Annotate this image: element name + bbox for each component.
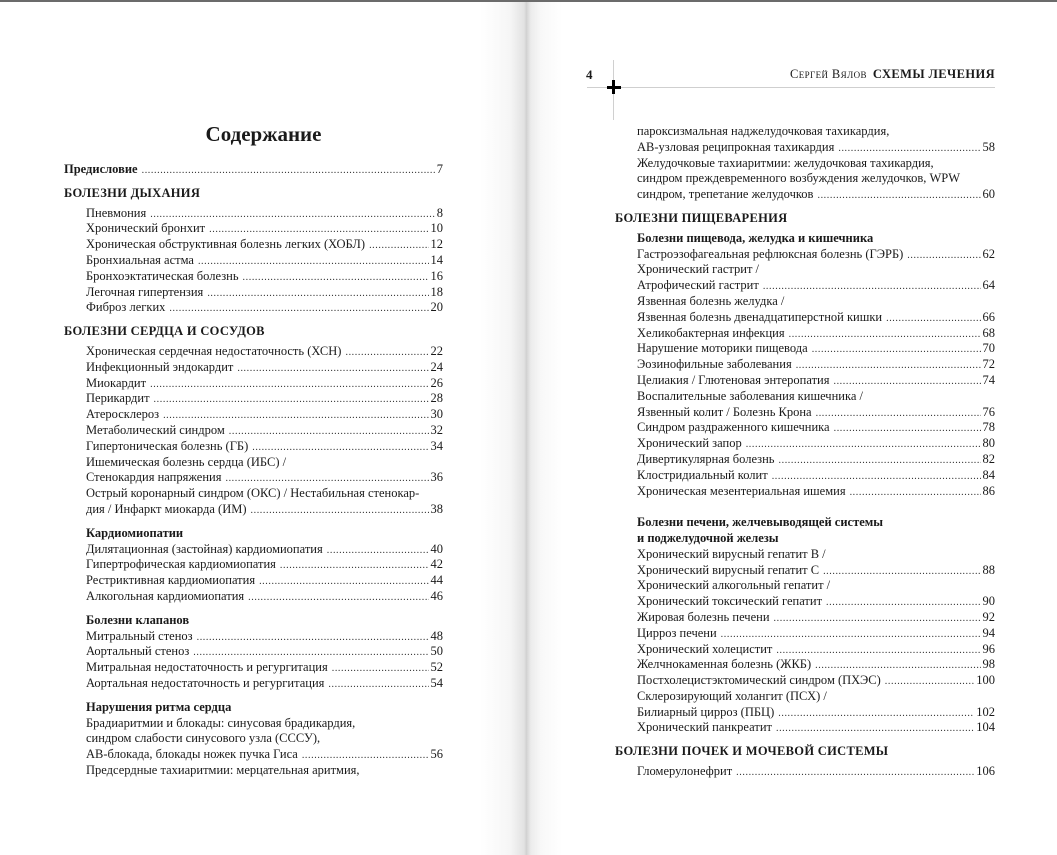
dot-leader xyxy=(746,437,981,453)
toc-entry[interactable] xyxy=(615,187,995,203)
dot-leader xyxy=(328,677,428,693)
toc-entry-title: Склерозирующий холангит (ПСХ) / xyxy=(637,688,827,703)
toc-entry[interactable] xyxy=(615,764,995,780)
toc-entry[interactable] xyxy=(64,747,443,763)
toc-entry[interactable] xyxy=(615,405,995,421)
toc-page-number: 7 xyxy=(436,162,443,176)
toc-page-number: 22 xyxy=(430,343,443,358)
toc-entry-title: Алкогольная кардиомиопатия xyxy=(86,588,245,603)
toc-entry[interactable] xyxy=(615,705,995,721)
toc-entry-title: синдром преждевременного возбуждения желудочков, WPW xyxy=(637,171,961,186)
toc-entry[interactable] xyxy=(615,468,995,484)
toc-page-number: 94 xyxy=(982,625,995,640)
toc-entry[interactable] xyxy=(64,629,443,645)
toc-page-number: 50 xyxy=(430,644,443,659)
toc-page-number: 106 xyxy=(976,764,995,779)
toc-entry-title: Желудочковые тахиаритмии: желудочковая тахикардия, xyxy=(637,155,934,170)
toc-entry-continuation xyxy=(615,547,995,563)
toc-entry-title: БОЛЕЗНИ ПОЧЕК И МОЧЕВОЙ СИСТЕМЫ xyxy=(615,744,889,759)
toc-entry-title: Ишемическая болезнь сердца (ИБС) / xyxy=(86,454,287,469)
toc-page-number: 88 xyxy=(982,562,995,577)
toc-entry-continuation xyxy=(615,578,995,594)
toc-page-number: 24 xyxy=(430,359,443,374)
toc-page-number: 14 xyxy=(430,252,443,267)
dot-leader xyxy=(789,327,981,343)
dot-leader xyxy=(251,503,429,519)
toc-page-number: 12 xyxy=(430,237,443,252)
toc-entry-title: Гипертрофическая кардиомиопатия xyxy=(86,557,276,572)
toc-page-number: 76 xyxy=(982,404,995,419)
toc-entry[interactable] xyxy=(64,269,443,285)
toc-subsection-heading xyxy=(615,531,995,547)
dot-leader xyxy=(225,471,428,487)
toc-entry-title: Хронический алкогольный гепатит / xyxy=(637,578,831,593)
toc-entry[interactable] xyxy=(64,676,443,692)
toc-entry-title: синдром, трепетание желудочков xyxy=(637,187,814,202)
toc-page-number: 44 xyxy=(430,573,443,588)
toc-entry[interactable] xyxy=(64,557,443,573)
toc-entry[interactable] xyxy=(64,221,443,237)
dot-leader xyxy=(907,248,980,264)
toc-entry[interactable] xyxy=(64,285,443,301)
toc-entry-title: Инфекционный эндокардит xyxy=(86,359,234,374)
toc-entry-title: и поджелудочной железы xyxy=(637,530,779,545)
toc-subsection-heading xyxy=(64,526,443,542)
toc-entry-title: Атрофический гастрит xyxy=(637,278,759,293)
toc-entry-title: Язвенная болезнь желудка / xyxy=(637,293,785,308)
toc-page-number: 68 xyxy=(982,325,995,340)
dot-leader xyxy=(816,406,981,422)
toc-page-number: 92 xyxy=(982,609,995,624)
dot-leader xyxy=(826,595,980,611)
header-author: Сергей Вялов xyxy=(789,67,867,81)
toc-entry-title: Воспалительные заболевания кишечника / xyxy=(637,388,864,403)
toc-entry-continuation xyxy=(615,389,995,405)
toc-entry-title: Цирроз печени xyxy=(637,625,717,640)
dot-leader xyxy=(815,658,980,674)
toc-entry[interactable] xyxy=(64,502,443,518)
toc-entry-title: Метаболический синдром xyxy=(86,422,225,437)
toc-entry-title: Хроническая сердечная недостаточность (ХСН) xyxy=(86,343,342,358)
dot-leader xyxy=(154,392,429,408)
dot-leader xyxy=(209,222,428,238)
toc-entry-title: Хеликобактерная инфекция xyxy=(637,325,785,340)
toc-entry-title: Хронический холецистит xyxy=(637,641,773,656)
dot-leader xyxy=(198,254,429,270)
toc-entry-title: Фиброз легких xyxy=(86,300,166,315)
contents-title: Содержание xyxy=(205,122,322,146)
dot-leader xyxy=(252,440,428,456)
toc-entry-title: Перикардит xyxy=(86,391,150,406)
toc-page-number: 96 xyxy=(982,641,995,656)
toc-page-number: 8 xyxy=(436,205,443,220)
dot-leader xyxy=(327,543,429,559)
toc-entry-title: Нарушения ритма сердца xyxy=(86,699,232,714)
toc-entry-title: Митральный стеноз xyxy=(86,628,193,643)
toc-entry-title: Стенокардия напряжения xyxy=(86,470,222,485)
toc-entry[interactable] xyxy=(615,357,995,373)
toc-entry-title: Жировая болезнь печени xyxy=(637,609,770,624)
toc-entry-continuation xyxy=(64,455,443,471)
toc-entry-title: пароксизмальная наджелудочковая тахикардия, xyxy=(637,124,890,138)
toc-entry[interactable] xyxy=(615,373,995,389)
toc-page-number: 104 xyxy=(976,720,995,735)
toc-section-heading xyxy=(615,744,995,760)
dot-leader xyxy=(796,358,981,374)
toc-entry-title: Целиакия / Глютеновая энтеропатия xyxy=(637,372,830,387)
toc-entry-title: БОЛЕЗНИ ДЫХАНИЯ xyxy=(64,185,201,200)
toc-entry[interactable] xyxy=(615,642,995,658)
toc-entry[interactable] xyxy=(64,439,443,455)
toc-entry[interactable] xyxy=(64,391,443,407)
toc-entry[interactable] xyxy=(64,376,443,392)
toc-page-number: 52 xyxy=(430,660,443,675)
toc-page-number: 70 xyxy=(982,341,995,356)
toc-subsection-heading xyxy=(615,231,995,247)
toc-page-number: 66 xyxy=(982,309,995,324)
toc-entry-title: Гастроэзофагеальная рефлюксная болезнь (ГЭРБ) xyxy=(637,246,904,261)
dot-leader xyxy=(823,564,980,580)
toc-entry[interactable] xyxy=(64,344,443,360)
toc-page-number: 36 xyxy=(430,470,443,485)
toc-entry[interactable] xyxy=(615,673,995,689)
toc-entry-title: Гломерулонефрит xyxy=(637,764,733,779)
toc-entry[interactable] xyxy=(64,237,443,253)
toc-page-number: 10 xyxy=(430,221,443,236)
toc-entry-title: Билиарный цирроз (ПБЦ) xyxy=(637,704,775,719)
toc-entry-title: Хронический вирусный гепатит В / xyxy=(637,546,826,561)
toc-page-number: 84 xyxy=(982,467,995,482)
toc-entry-title: Язвенный колит / Болезнь Крона xyxy=(637,404,812,419)
toc-entry[interactable] xyxy=(64,300,443,316)
dot-leader xyxy=(302,748,429,764)
toc-page-number: 98 xyxy=(982,657,995,672)
dot-leader xyxy=(721,627,981,643)
toc-page-number: 20 xyxy=(430,300,443,315)
dot-leader xyxy=(774,611,981,627)
toc-entry-title: Эозинофильные заболевания xyxy=(637,357,792,372)
toc-entry-continuation xyxy=(615,262,995,278)
toc-entry-title: Хронический панкреатит xyxy=(637,720,772,735)
toc-entry-title: синдром слабости синусового узла (СССУ), xyxy=(86,731,321,746)
toc-page-number: 54 xyxy=(430,675,443,690)
toc-entry-title: Легочная гипертензия xyxy=(86,284,204,299)
toc-page-number: 82 xyxy=(982,451,995,466)
dot-leader xyxy=(838,141,980,157)
toc-entry-title: Аортальный стеноз xyxy=(86,644,190,659)
header-rule xyxy=(587,87,995,88)
toc-entry-title: БОЛЕЗНИ СЕРДЦА И СОСУДОВ xyxy=(64,324,265,339)
dot-leader xyxy=(834,421,981,437)
toc-entry-title: АВ-блокада, блокады ножек пучка Гиса xyxy=(86,747,298,762)
dot-leader xyxy=(248,590,428,606)
toc-entry[interactable] xyxy=(64,423,443,439)
toc-entry-title: Нарушение моторики пищевода xyxy=(637,341,808,356)
toc-entry-title: Кардиомиопатии xyxy=(86,525,184,540)
toc-section-heading xyxy=(615,211,995,227)
toc-entry[interactable] xyxy=(615,594,995,610)
toc-subsection-heading xyxy=(64,613,443,629)
crop-mark-icon-vertical xyxy=(612,80,615,94)
dot-leader xyxy=(237,361,428,377)
toc-entry[interactable] xyxy=(615,278,995,294)
toc-page-number: 86 xyxy=(982,483,995,498)
toc-entry[interactable] xyxy=(615,657,995,673)
toc-entry-title: Пневмония xyxy=(86,205,147,220)
toc-entry-continuation xyxy=(615,689,995,705)
toc-entry-title: Желчнокаменная болезнь (ЖКБ) xyxy=(637,657,812,672)
toc-entry[interactable] xyxy=(64,253,443,269)
toc-entry-title: Болезни печени, желчевыводящей системы xyxy=(637,515,884,530)
toc-list-right xyxy=(615,124,995,780)
dot-leader xyxy=(886,311,980,327)
toc-list-left xyxy=(64,162,443,779)
toc-entry-title: Хроническая обструктивная болезнь легких (ХОБЛ) xyxy=(86,237,366,252)
toc-section-heading xyxy=(64,186,443,202)
toc-page-number: 62 xyxy=(982,246,995,261)
toc-entry-title: Предисловие xyxy=(64,162,138,176)
toc-entry-title: Постхолецистэктомический синдром (ПХЭС) xyxy=(637,673,881,688)
toc-entry-title: Митральная недостаточность и регургитация xyxy=(86,660,328,675)
toc-page-number: 18 xyxy=(430,284,443,299)
toc-entry-title: Острый коронарный синдром (ОКС) / Нестабильная стенокар- xyxy=(86,486,420,501)
toc-page-number: 80 xyxy=(982,436,995,451)
toc-entry-continuation xyxy=(615,294,995,310)
dot-leader xyxy=(193,645,428,661)
toc-entry[interactable] xyxy=(615,436,995,452)
toc-page-number: 30 xyxy=(430,407,443,422)
toc-entry-title: Клостридиальный колит xyxy=(637,467,768,482)
page-number: 4 xyxy=(586,67,593,82)
dot-leader xyxy=(812,342,981,358)
toc-entry-title: Хроническая мезентериальная ишемия xyxy=(637,483,846,498)
dot-leader xyxy=(229,424,429,440)
toc-page-number: 34 xyxy=(430,438,443,453)
toc-entry-title: Гипертоническая болезнь (ГБ) xyxy=(86,438,249,453)
toc-entry-title: АВ-узловая реципрокная тахикардия xyxy=(637,139,835,154)
toc-page-number: 64 xyxy=(982,278,995,293)
toc-entry[interactable] xyxy=(64,573,443,589)
toc-entry[interactable] xyxy=(64,589,443,605)
dot-leader xyxy=(778,706,974,722)
toc-entry-continuation xyxy=(64,716,443,732)
toc-entry-title: Предсердные тахиаритмии: мерцательная аритмия, xyxy=(86,762,360,777)
dot-leader xyxy=(772,469,981,485)
running-header xyxy=(790,67,995,82)
toc-page-number: 60 xyxy=(982,187,995,202)
toc-entry[interactable] xyxy=(64,407,443,423)
toc-page-number: 32 xyxy=(430,422,443,437)
toc-entry-continuation xyxy=(64,486,443,502)
dot-leader xyxy=(817,188,980,204)
toc-entry-continuation xyxy=(615,124,995,140)
toc-entry-title: Аортальная недостаточность и регургитация xyxy=(86,675,325,690)
toc-entry-title: Брадиаритмии и блокады: синусовая брадикардия, xyxy=(86,715,356,730)
toc-page-number: 74 xyxy=(982,372,995,387)
toc-entry-title: Бронхоэктатическая болезнь xyxy=(86,268,239,283)
dot-leader xyxy=(150,207,435,223)
toc-entry-title: Дивертикулярная болезнь xyxy=(637,451,775,466)
toc-page-number: 46 xyxy=(430,588,443,603)
toc-entry[interactable] xyxy=(615,310,995,326)
toc-entry-title: Хронический запор xyxy=(637,436,742,451)
dot-leader xyxy=(736,765,974,781)
toc-page-number: 100 xyxy=(976,673,995,688)
dot-leader xyxy=(207,286,428,302)
dot-leader xyxy=(776,643,980,659)
toc-entry[interactable] xyxy=(615,610,995,626)
dot-leader xyxy=(243,270,429,286)
toc-page-number: 26 xyxy=(430,375,443,390)
toc-entry-title: Миокардит xyxy=(86,375,147,390)
dot-leader xyxy=(850,485,981,501)
toc-page-number: 48 xyxy=(430,628,443,643)
toc-entry-continuation xyxy=(64,731,443,747)
toc-page-number: 102 xyxy=(976,704,995,719)
toc-entry[interactable] xyxy=(615,140,995,156)
toc-page-number: 72 xyxy=(982,357,995,372)
toc-page-number: 16 xyxy=(430,268,443,283)
toc-entry-title: дия / Инфаркт миокарда (ИМ) xyxy=(86,501,247,516)
toc-page-number: 90 xyxy=(982,594,995,609)
toc-entry-title: Хронический вирусный гепатит С xyxy=(637,562,820,577)
dot-leader xyxy=(280,558,429,574)
toc-entry[interactable] xyxy=(64,206,443,222)
toc-entry[interactable] xyxy=(64,360,443,376)
toc-page-number: 42 xyxy=(430,557,443,572)
dot-leader xyxy=(369,238,428,254)
toc-subsection-heading xyxy=(615,515,995,531)
toc-entry[interactable] xyxy=(615,626,995,642)
dot-leader xyxy=(150,377,428,393)
dot-leader xyxy=(833,374,980,390)
toc-entry-title: Рестриктивная кардиомиопатия xyxy=(86,573,256,588)
toc-entry[interactable] xyxy=(615,420,995,436)
toc-entry-title: Дилятационная (застойная) кардиомиопатия xyxy=(86,541,323,556)
dot-leader xyxy=(763,279,981,295)
toc-entry[interactable] xyxy=(615,452,995,468)
header-book-title: СХЕМЫ ЛЕЧЕНИЯ xyxy=(872,67,995,81)
dot-leader xyxy=(142,163,435,179)
toc-page-number: 78 xyxy=(982,420,995,435)
dot-leader xyxy=(259,574,428,590)
toc-page-number: 28 xyxy=(430,391,443,406)
toc-subsection-heading xyxy=(64,700,443,716)
toc-entry[interactable] xyxy=(64,470,443,486)
toc-entry[interactable] xyxy=(615,341,995,357)
toc-blank-line xyxy=(615,499,995,515)
toc-entry[interactable] xyxy=(64,542,443,558)
toc-entry-title: Хронический гастрит / xyxy=(637,262,760,277)
toc-entry-title: Болезни клапанов xyxy=(86,612,190,627)
dot-leader xyxy=(776,721,974,737)
toc-entry-title: Болезни пищевода, желудка и кишечника xyxy=(637,230,874,245)
toc-entry-continuation xyxy=(64,763,443,779)
dot-leader xyxy=(163,408,428,424)
dot-leader xyxy=(197,630,429,646)
toc-entry-title: Бронхиальная астма xyxy=(86,252,194,267)
toc-entry-continuation xyxy=(615,171,995,187)
toc-entry[interactable] xyxy=(615,247,995,263)
dot-leader xyxy=(779,453,981,469)
toc-entry[interactable] xyxy=(64,660,443,676)
dot-leader xyxy=(885,674,974,690)
toc-entry-title: Атеросклероз xyxy=(86,407,160,422)
toc-page-number: 38 xyxy=(430,501,443,516)
dot-leader xyxy=(332,661,429,677)
toc-entry[interactable] xyxy=(615,326,995,342)
toc-entry-title: Хронический токсический гепатит xyxy=(637,594,823,609)
dot-leader xyxy=(345,345,428,361)
dot-leader xyxy=(169,301,428,317)
toc-entry[interactable] xyxy=(64,644,443,660)
toc-entry[interactable] xyxy=(615,484,995,500)
toc-entry-title: Язвенная болезнь двенадцатиперстной кишки xyxy=(637,309,883,324)
toc-front-matter[interactable] xyxy=(64,162,443,178)
toc-page-number: 56 xyxy=(430,747,443,762)
toc-entry-continuation xyxy=(615,156,995,172)
toc-entry-title: Хронический бронхит xyxy=(86,221,206,236)
toc-entry[interactable] xyxy=(615,563,995,579)
toc-entry[interactable] xyxy=(615,720,995,736)
toc-section-heading xyxy=(64,324,443,340)
toc-page-number: 58 xyxy=(982,139,995,154)
toc-entry-title: БОЛЕЗНИ ПИЩЕВАРЕНИЯ xyxy=(615,210,788,225)
toc-page-number: 40 xyxy=(430,541,443,556)
toc-entry-title: Синдром раздраженного кишечника xyxy=(637,420,830,435)
